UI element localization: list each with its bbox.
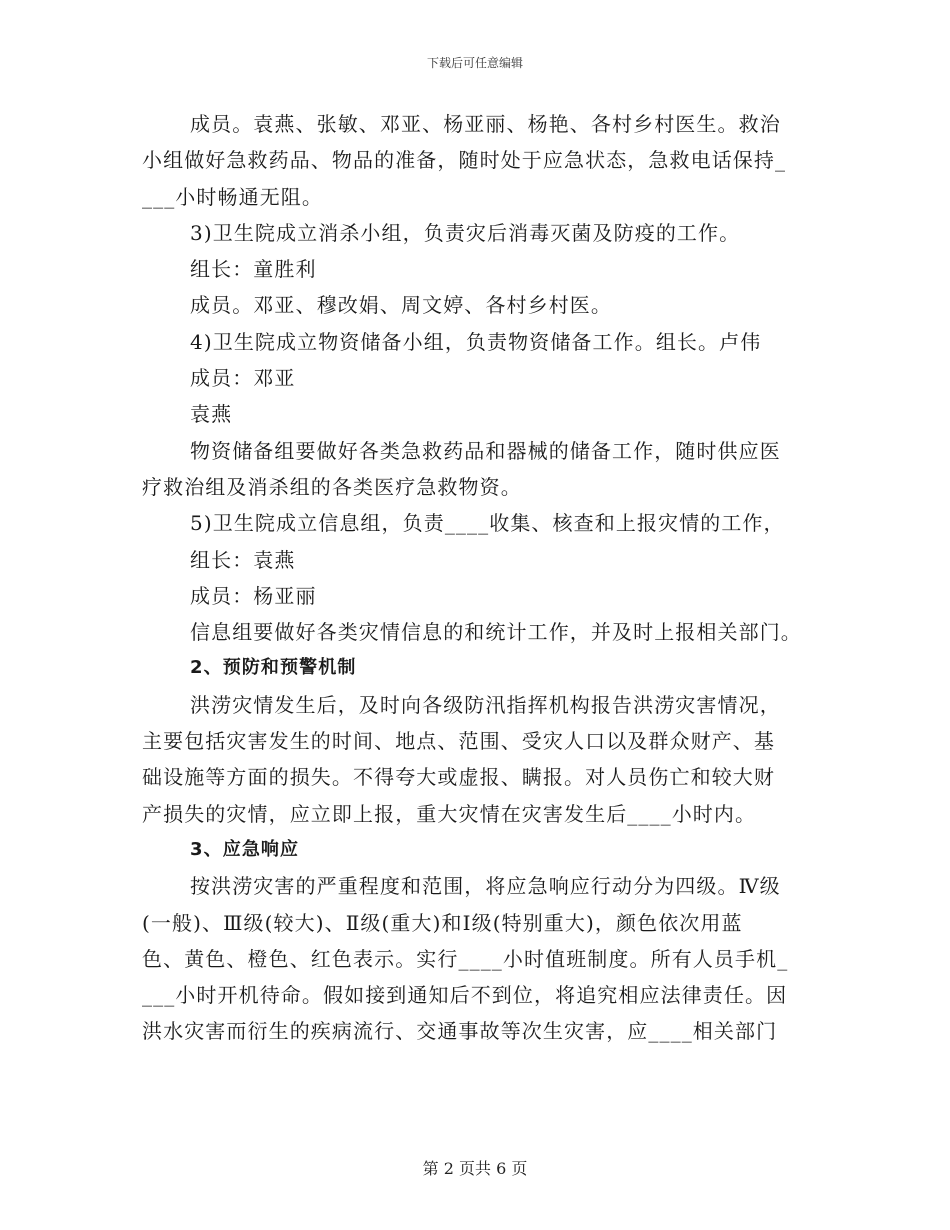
text-line: (一般)、Ⅲ级(较大)、Ⅱ级(重大)和Ⅰ级(特别重大)，颜色依次用蓝	[142, 910, 743, 935]
text-line: 信息组要做好各类灾情信息的和统计工作，并及时上报相关部门。	[190, 620, 802, 645]
text-line: 成员。袁燕、张敏、邓亚、杨亚丽、杨艳、各村乡村医生。救治	[190, 112, 781, 136]
text-line: 按洪涝灾害的严重程度和范围，将应急响应行动分为四级。Ⅳ级	[190, 874, 781, 899]
text-line: 疗救治组及消杀组的各类医疗急救物资。	[142, 474, 522, 499]
text-line: 洪水灾害而衍生的疾病流行、交通事故等次生灾害，应____相关部门	[142, 1019, 778, 1044]
section-heading: 3、应急响应	[190, 838, 300, 860]
text-line: 4)卫生院成立物资储备小组，负责物资储备工作。组长。卢伟	[190, 329, 762, 354]
text-line: 3)卫生院成立消杀小组，负责灾后消毒灭菌及防疫的工作。	[190, 220, 741, 245]
text-line: 组长：童胜利	[190, 257, 317, 282]
text-line: 产损失的灾情，应立即上报，重大灾情在灾害发生后____小时内。	[142, 801, 757, 826]
page-footer: 第 2 页共 6 页	[422, 1159, 528, 1178]
section-heading: 2、预防和预警机制	[190, 657, 357, 679]
text-line: 主要包括灾害发生的时间、地点、范围、受灾人口以及群众财产、基	[142, 729, 775, 754]
text-line: 成员：杨亚丽	[190, 583, 317, 608]
text-line: 5)卫生院成立信息组，负责____收集、核查和上报灾情的工作，	[190, 511, 785, 536]
text-line: 洪涝灾情发生后，及时向各级防汛指挥机构报告洪涝灾害情况，	[190, 692, 781, 717]
text-line: 础设施等方面的损失。不得夸大或虚报、瞒报。对人员伤亡和较大财	[142, 765, 775, 790]
text-line: 成员：邓亚	[190, 366, 296, 391]
text-line: 小组做好急救药品、物品的准备，随时处于应急状态，急救电话保持_	[142, 148, 787, 173]
text-line: 物资储备组要做好各类急救药品和器械的储备工作，随时供应医	[190, 438, 781, 463]
text-line: 色、黄色、橙色、红色表示。实行____小时值班制度。所有人员手机_	[142, 946, 789, 971]
document-body	[142, 106, 817, 1050]
text-line: 袁燕	[190, 402, 233, 427]
text-line: 组长：袁燕	[190, 547, 296, 572]
text-line: 成员。邓亚、穆改娟、周文婷、各村乡村医。	[190, 293, 612, 318]
text-line: ___小时畅通无阻。	[142, 184, 323, 209]
text-line: ___小时开机待命。假如接到通知后不到位，将追究相应法律责任。因	[142, 983, 788, 1008]
page-header: 下载后可任意编辑	[426, 56, 523, 70]
